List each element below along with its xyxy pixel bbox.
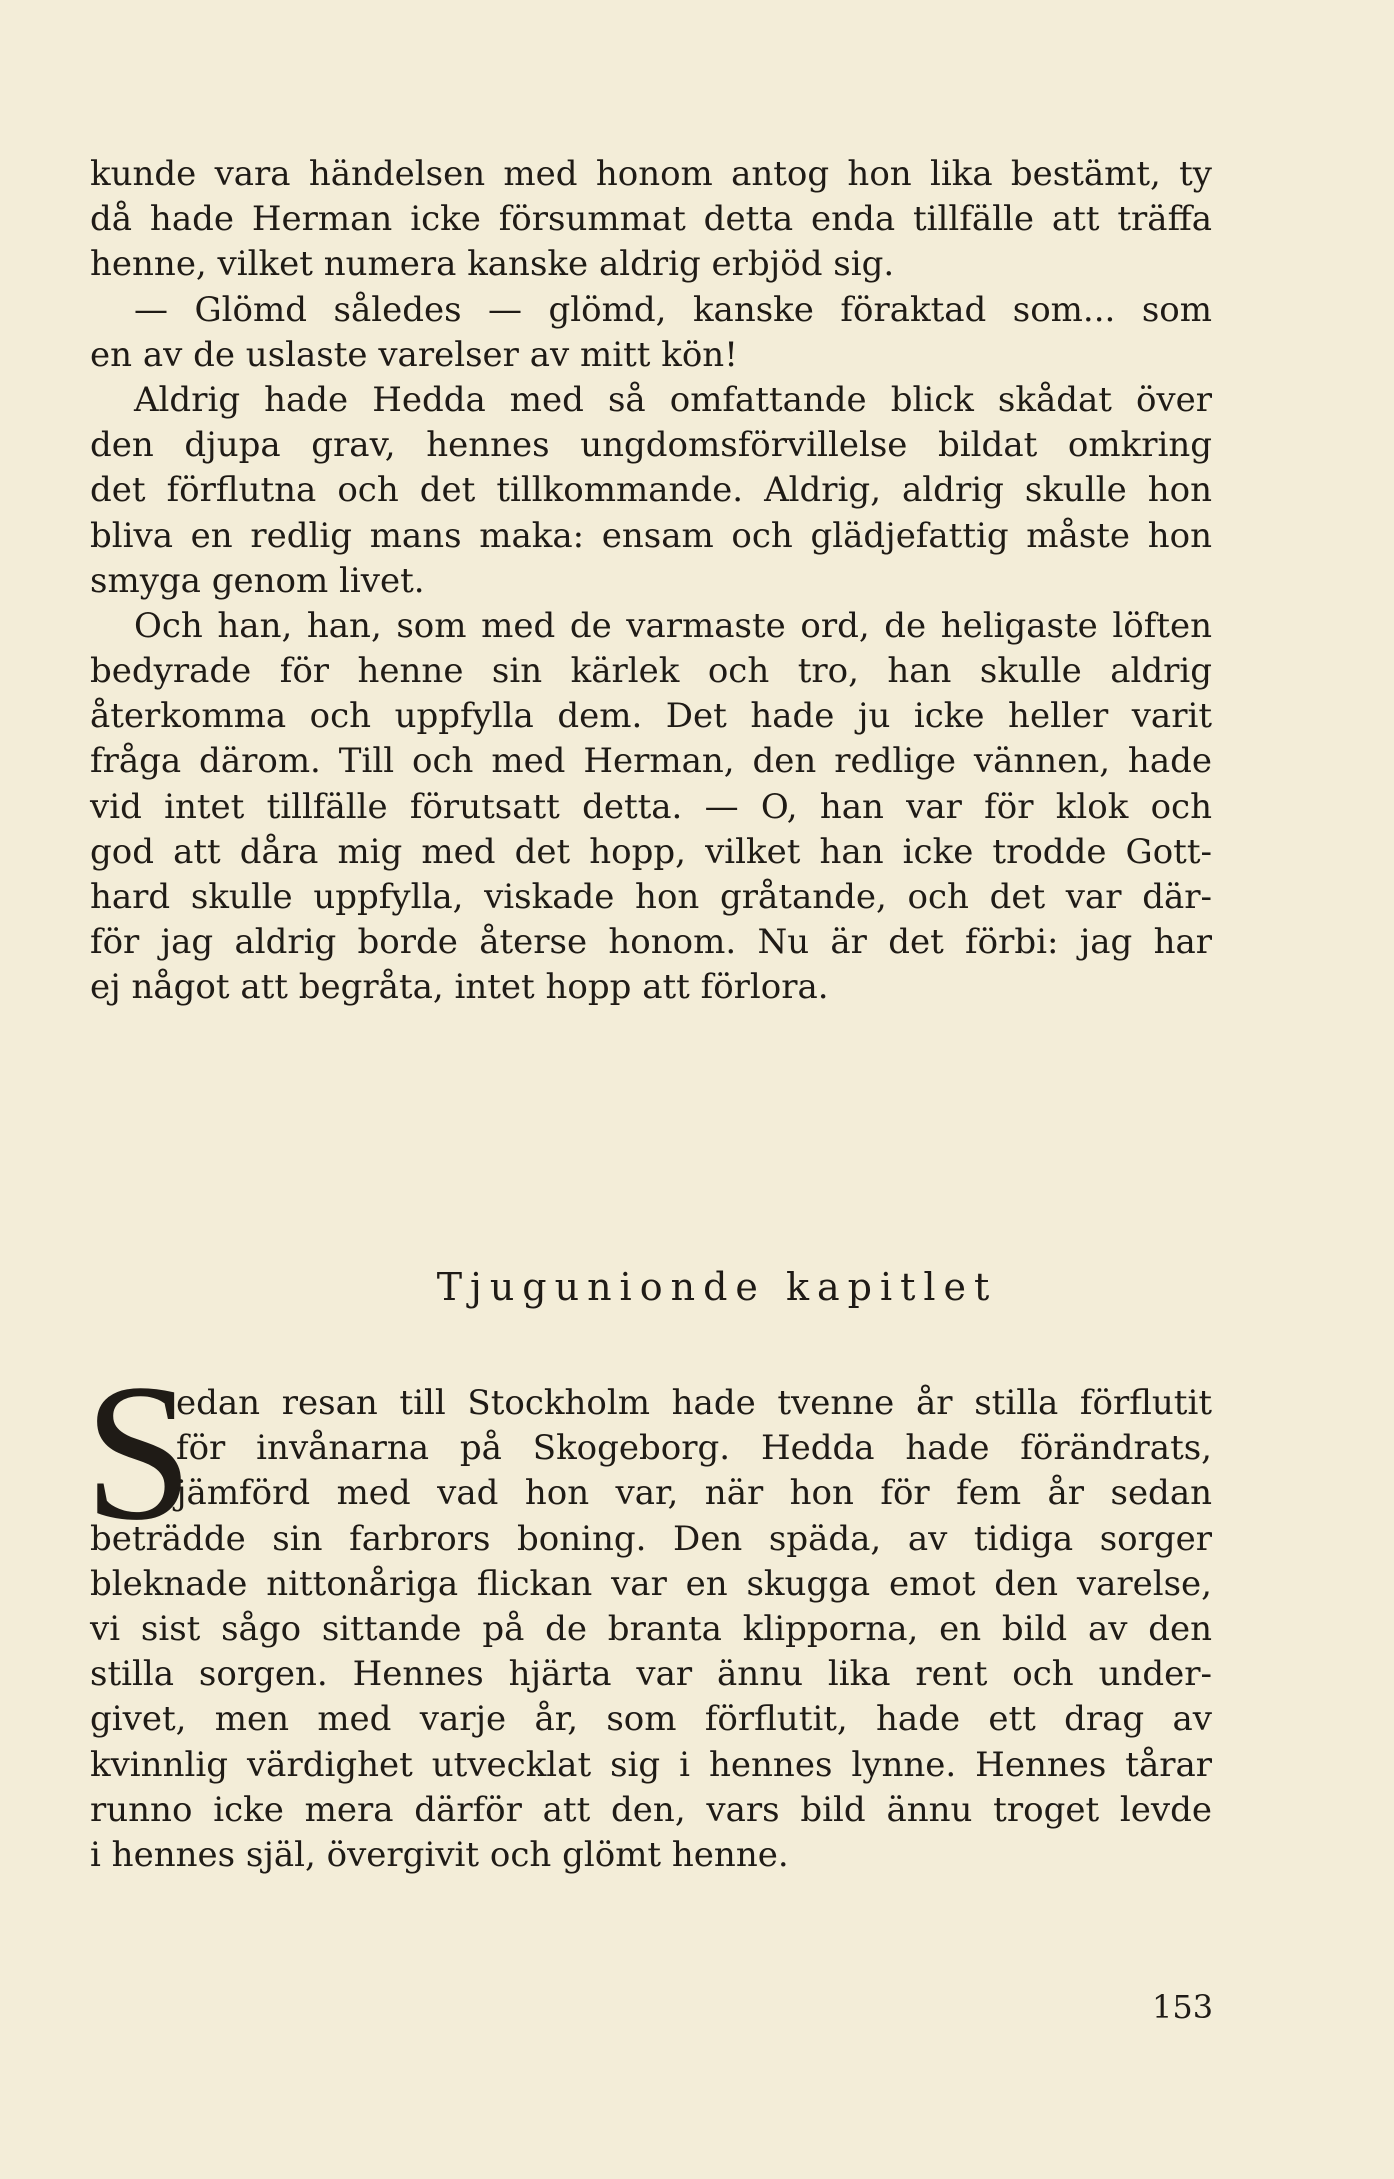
page-number: 153	[1152, 1988, 1214, 2026]
text-line: en av de uslaste varelser av mitt kön!	[90, 334, 738, 375]
text-line: henne, vilket numera kanske aldrig erbjöd sig.	[90, 244, 895, 285]
text-line: smyga genom livet.	[90, 560, 425, 601]
text-line: bleknade nittonåriga flickan var en skugga emot den varelse,	[90, 1563, 1212, 1604]
text-line: ej något att begråta, intet hopp att förlora.	[90, 967, 829, 1008]
text-line: jämförd med vad hon var, när hon för fem år sedan	[176, 1473, 1212, 1514]
text-line: för jag aldrig borde återse honom. Nu är det förbi: jag har	[90, 922, 1212, 963]
text-line: då hade Herman icke försummat detta enda tillfälle att träffa	[90, 199, 1212, 240]
text-line: återkomma och uppfylla dem. Det hade ju icke heller varit	[90, 696, 1212, 737]
text-line: kvinnlig värdighet utvecklat sig i hennes lynne. Hennes tårar	[90, 1744, 1212, 1785]
text-line: i hennes själ, övergivit och glömt henne.	[90, 1834, 789, 1875]
text-line: — Glömd således — glömd, kanske föraktad som... som	[134, 289, 1212, 330]
text-line: bliva en redlig mans maka: ensam och glädjefattig måste hon	[90, 515, 1212, 556]
text-line: beträdde sin farbrors boning. Den späda, av tidiga sorger	[90, 1518, 1212, 1559]
chapter-title: Tjugunionde kapitlet	[436, 1265, 998, 1309]
text-line: givet, men med varje år, som förflutit, hade ett drag av	[90, 1699, 1212, 1740]
text-line: vi sist sågo sittande på de branta klipporna, en bild av den	[90, 1608, 1212, 1649]
text-line: vid intet tillfälle förutsatt detta. — O, han var för klok och	[90, 786, 1212, 827]
chapter-text	[90, 1381, 1212, 1878]
text-line: stilla sorgen. Hennes hjärta var ännu lika rent och under-	[90, 1654, 1212, 1695]
previous-chapter-text	[90, 152, 1212, 1011]
text-line: för invånarna på Skogeborg. Hedda hade förändrats,	[176, 1428, 1212, 1469]
text-line: det förflutna och det tillkommande. Aldrig, aldrig skulle hon	[90, 470, 1212, 511]
text-line: den djupa grav, hennes ungdomsförvillelse bildat omkring	[90, 425, 1212, 466]
text-line: edan resan till Stockholm hade tvenne år stilla förflutit	[176, 1383, 1212, 1423]
text-line: god att dåra mig med det hopp, vilket han icke trodde Gott-	[90, 831, 1212, 872]
text-line: runno icke mera därför att den, vars bild ännu troget levde	[90, 1789, 1212, 1830]
text-line: fråga därom. Till och med Herman, den redlige vännen, hade	[90, 741, 1212, 782]
text-line: Aldrig hade Hedda med så omfattande blick skådat över	[134, 379, 1212, 420]
text-line: bedyrade för henne sin kärlek och tro, han skulle aldrig	[90, 651, 1212, 692]
drop-cap: S	[84, 1344, 194, 1561]
text-line: hard skulle uppfylla, viskade hon gråtande, och det var där-	[90, 877, 1212, 917]
text-line: Och han, han, som med de varmaste ord, de heligaste löften	[134, 605, 1212, 646]
text-line: kunde vara händelsen med honom antog hon lika bestämt, ty	[90, 154, 1212, 194]
